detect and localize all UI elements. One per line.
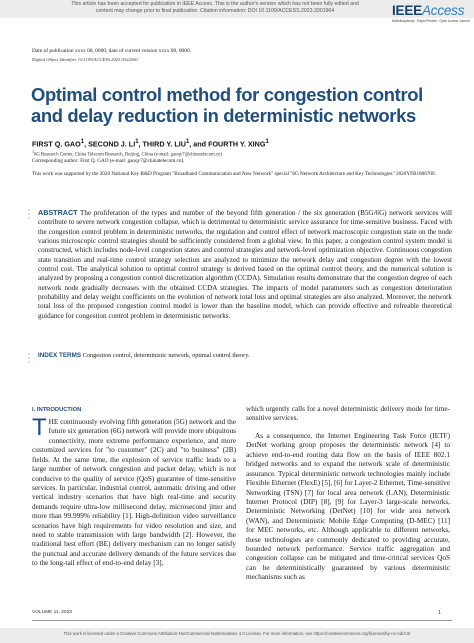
index-terms-side-marker: ▪ ▪ ▪ bbox=[28, 352, 30, 364]
abstract bbox=[38, 208, 452, 321]
intro-column-2-top: which urgently calls for a novel deterministic delivery mode for time-sensitive services. bbox=[246, 405, 450, 423]
intro-col1-text: HE continuously evolving fifth generation (5G) network and the future six generation (6G) network will provide more ubiquitous connectivity, more extreme performance experience, and more customized services for "to customer" (2C) and "to business" (2B) fields. At the same time, the explosion of service traffic leads to a large number of network congestion and packet delay, which is not conducive to the quality of service (QoS) guarantee of time-sensitive services. In particular, industrial control, automatic driving and other vertical industry scenarios that have high real-time and security demands require ultra-low millisecond delay, microsecond jitter and more than 99.999% reliability [1]. High-definition video surveillance scenarios have high requirements for video resolution and size, and need to stable transmission with large bandwidth [2]. However, the traditional best effort (BE) delivery mechanism can no longer satisfy the punctual and accurate delivery demands of the future services due to the long-tail effect of end-to-end delay [3], bbox=[32, 418, 236, 568]
notice-line-1: This article has been accepted for publication in IEEE Access. This is the author's version which has not been fully edited and bbox=[71, 1, 359, 7]
author-4-sup: 1 bbox=[265, 139, 269, 145]
corresponding-author: Corresponding author: First Q. GAO (e-mail: gaoqy7@chinatelecom.cn). bbox=[32, 158, 185, 164]
logo-word-access: Access bbox=[421, 3, 465, 18]
footer-volume: VOLUME 11, 2023 bbox=[32, 610, 72, 615]
author-2: SECOND J. LI bbox=[88, 139, 136, 149]
publication-date: Date of publication xxxx 00, 0000, date of current version xxxx 00, 0000. bbox=[32, 48, 191, 54]
section-heading-introduction: I. INTRODUCTION bbox=[32, 407, 82, 413]
footer-divider bbox=[32, 620, 452, 621]
affiliation-text: 6G Research Center, China Telecom Research, Beijing, China (e-mail: gaoqy7@chinatelecom.cn) bbox=[34, 152, 223, 158]
author-4: FOURTH Y. XING bbox=[208, 139, 266, 149]
doi-line: Digital Object Identifier 10.1109/ACCESS.2023.0322000 bbox=[32, 57, 138, 62]
funding-statement: This work was supported by the 2020 National Key R&D Program "Broadband Communication and New Network" special "6G Network Architecture and Key Technologies" 2020YFB1806700. bbox=[32, 171, 436, 177]
paper-title: Optimal control method for congestion control and delay reduction in deterministic networks bbox=[31, 84, 423, 126]
author-2-sup: 1 bbox=[135, 139, 139, 145]
ieee-access-logo bbox=[392, 4, 468, 28]
footer-page-number: 1 bbox=[438, 610, 441, 616]
index-terms-text: Congestion control, deterministic network, optimal control theory. bbox=[82, 352, 250, 359]
logo-word-ieee: IEEE bbox=[392, 3, 422, 18]
abstract-side-marker: ▪ ▪ ▪ bbox=[28, 208, 30, 220]
author-3: THIRD Y. LIU bbox=[142, 139, 186, 149]
abstract-heading: ABSTRACT bbox=[38, 208, 78, 217]
affiliation bbox=[32, 149, 222, 158]
intro-column-2-paragraph: As a consequence, the Internet Engineering Task Force (IETF) DetNet working group proposes the deterministic network [4] to achieve end-to-end routing data flow on the basis of IEEE 802.1 bridged networks and to expand the network scale of deterministic assurance. Typical deterministic network technologies mainly include Flexible Ethernet (FlexE) [5], [6] for Layer-2 Ethernet, Time-sensitive Networking (TSN) [7] for local area network (LAN), Deterministic Internet Protocol (DIP) [8], [9] for Layer-3 large-scale networks, Deterministic Networking (DetNet) [10] for wide area network (WAN), and Deterministic Mobile Edge Computing (D-MEC) [11] for MEC networks, etc. Although applicable to different networks, these technologies are commonly dedicated to providing accurate, bounded network performance. Service traffic aggregation and congestion collapse can be mitigated and time-critical services QoS can be deterministically guaranteed by various deterministic mechanisms such as bbox=[246, 432, 451, 582]
abstract-text: The proliferation of the types and number of the beyond fifth generation / the six generation (B5G/6G) network services will contribute to severe network congestion collapse, which is detrimental to deterministic service assurance for time-sensitive business. Faced with the congestion control problem in deterministic networks, the regulation and control effect of network macroscopic congestion state on the node various microscopic control strategies should be sufficiently considered from a global view. In this paper, a congestion control system model is constructed, which includes node-level congestion states and control strategies and network-level optimization objective. Continuous congestion state transition and real-time control strategy selection are analyzed to minimize the network delay and congestion degree with the lowest control cost. The analytical solution to optimal control strategy is derived based on the optimal control theory, and the numerical solution is analyzed by proposing a congestion control discretization algorithm (CCDA). Simulation results demonstrate that the congestion degree of each network node gradually decreases with the obtained CCDA strategies. The impacts of model parameters such as congestion deterioration probability and delay weight coefficients on the evolution of network total loss and optimal strategies are also analyzed. Moreover, the network total loss of the proposed congestion control model is lower than the baseline model, which can provide effective and refreable theoretical guidance for congestion control problem in deterministic networks. bbox=[38, 209, 452, 320]
intro-column-1 bbox=[32, 414, 236, 569]
index-terms-heading: INDEX TERMS bbox=[38, 352, 82, 359]
author-1-sup: 1 bbox=[80, 139, 85, 145]
author-and: and bbox=[193, 139, 207, 149]
top-notice-text bbox=[60, 1, 370, 16]
author-1: FIRST Q. GAO bbox=[32, 139, 81, 149]
affiliation-sup: 1 bbox=[32, 149, 34, 154]
author-list: FIRST Q. GAO$^1$, SECOND J. $LI^1$, THIRD Y. LIU$^1$, and FOURTH Y. XING$^1$ bbox=[32, 139, 269, 149]
logo-tagline: Multidisciplinary : Rapid Review : Open Access Journal bbox=[392, 19, 470, 23]
author-3-sup: 1 bbox=[185, 139, 190, 145]
index-terms bbox=[38, 352, 452, 359]
notice-line-2: content may change prior to final publication. Citation information: DOI 10.1109/ACCESS.2023.3301964 bbox=[95, 8, 335, 15]
logo-wordmark bbox=[392, 4, 468, 18]
license-text: This work is licensed under a Creative Commons Attribution-NonCommercial-NoDerivatives 4.0 License. For more information, see https://creativecommons.org/licenses/by-nc-nd/4.0/ bbox=[63, 631, 411, 636]
drop-cap: T bbox=[32, 414, 47, 441]
